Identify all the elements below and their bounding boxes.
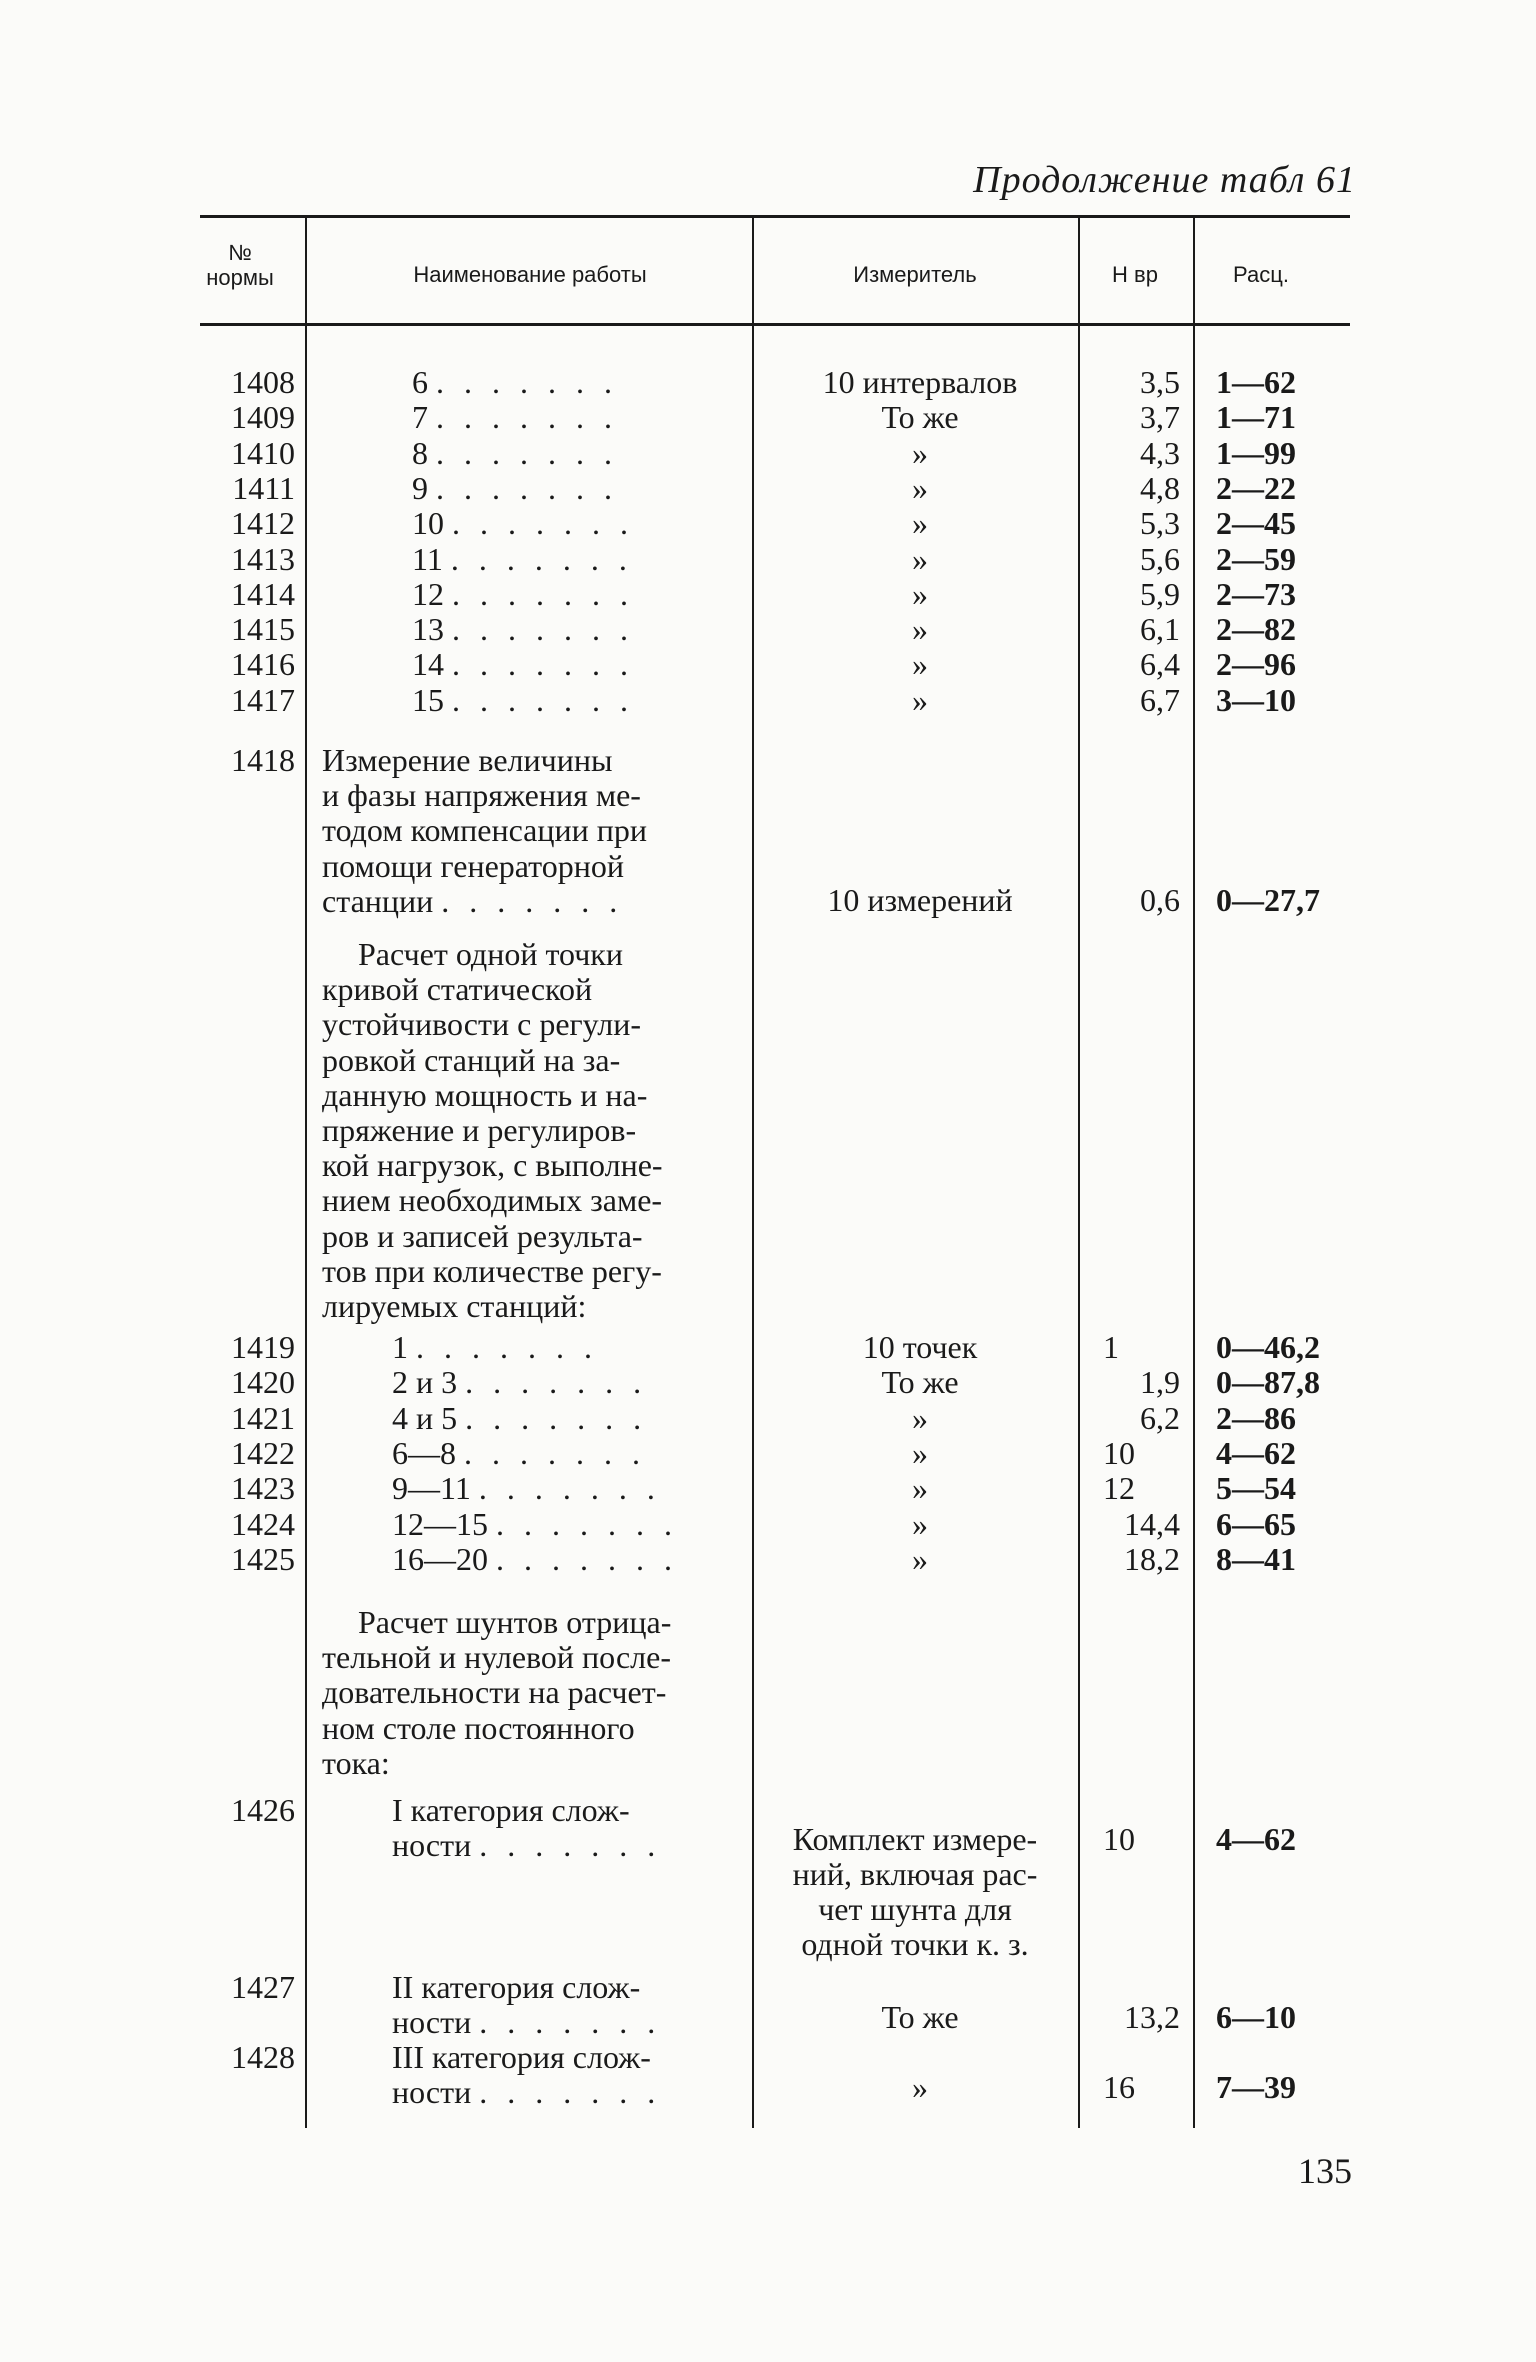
work-description [322,743,742,919]
rate-value: 6—10 [1216,1999,1296,2035]
rate-value: 2—73 [1216,575,1296,612]
heading-line: довательности на расчет- [322,1674,667,1711]
work-name [412,612,634,647]
shunt-calc-heading [322,1605,742,1781]
table-caption: Продолжение табл 61 [973,159,1356,201]
description-line: ности . . . . . . . [392,2074,662,2111]
time-norm: 1 [1103,1329,1119,1365]
time-norm: 14,4 [1124,1505,1180,1542]
work-name [392,1507,678,1542]
norm-number: 1414 [231,575,295,612]
norm-number: 1418 [231,742,295,778]
work-name-text: 10 [412,505,444,542]
top-rule [200,215,1350,218]
time-norm: 6,4 [1140,646,1180,683]
time-norm: 5,6 [1140,540,1180,577]
rate-value: 1—71 [1216,399,1296,436]
work-name-text: 6 [412,364,428,400]
leader-dots: . . . . . . . [450,540,633,577]
measure-unit: » [912,469,928,506]
norm-number: 1428 [231,2039,295,2075]
col-divider-2 [752,218,754,2128]
measure-unit: 10 интервалов [822,364,1018,400]
description-line: II категория слож- [392,1969,641,2005]
rate-value: 5—54 [1216,1470,1296,1507]
measure-unit: То же [881,399,959,436]
heading-line: ном столе постоянного [322,1709,635,1746]
heading-line: ровкой станций на за- [322,1041,621,1078]
heading-line: ров и записей результа- [322,1217,643,1254]
work-description [392,2040,742,2110]
work-name-text: 9 [412,469,428,506]
work-name-text: 16—20 [392,1540,488,1577]
heading-line: Расчет одной точки [358,936,623,972]
measure-unit: » [912,1470,928,1507]
leader-dots: . . . . . . . [496,1505,678,1542]
work-name [412,577,634,612]
norm-number: 1415 [231,611,295,648]
time-norm: 1,9 [1140,1364,1180,1401]
work-name [392,1471,661,1506]
leader-dots: . . . . . . . [436,364,618,400]
time-norm: 3,5 [1140,364,1180,400]
time-norm: 0,6 [1140,882,1180,918]
measure-unit: То же [881,1364,959,1401]
time-norm: 13,2 [1124,1999,1180,2035]
work-name-text: 9—11 [392,1470,471,1507]
work-name [412,506,634,541]
work-name [412,542,633,577]
rate-value: 2—86 [1216,1399,1296,1436]
stability-calc-heading [322,937,742,1324]
rate-value: 7—39 [1216,2069,1296,2105]
leader-dots: . . . . . . . [479,1827,662,1864]
norm-number: 1420 [231,1364,295,1401]
description-line: помощи генераторной [322,847,624,884]
work-name [412,400,618,435]
leader-dots: . . . . . . . [436,469,618,506]
measure-unit: » [912,575,928,612]
measure-unit: » [912,646,928,683]
work-name [412,471,618,506]
rate-value: 2—96 [1216,646,1296,683]
norm-number: 1422 [231,1434,295,1471]
work-name [392,1436,646,1471]
work-name [392,1401,647,1436]
rate-value: 6—65 [1216,1505,1296,1542]
time-norm: 6,1 [1140,611,1180,648]
header-measure: Измеритель [853,262,977,287]
leader-dots: . . . . . . . [479,2004,662,2041]
work-description [392,1793,742,1863]
measure-unit: То же [881,1999,959,2035]
norm-number: 1412 [231,505,295,542]
work-name [412,365,618,400]
measure-line: Комплект измере- [792,1821,1038,1857]
measure-unit: » [912,434,928,471]
work-name-text: 7 [412,399,428,436]
work-name-text: 11 [412,540,443,577]
time-norm: 10 [1103,1434,1135,1471]
description-line: I категория слож- [392,1792,630,1828]
measure-unit: » [912,505,928,542]
header-nvr: Н вр [1112,262,1158,287]
description-line: Измерение величины [322,742,613,778]
col-divider-1 [305,218,307,2128]
measure-unit: » [912,1399,928,1436]
measure-unit: » [912,1540,928,1577]
time-norm: 6,2 [1140,1399,1180,1436]
time-norm: 16 [1103,2069,1135,2105]
rate-value: 8—41 [1216,1540,1296,1577]
work-name-text: 6—8 [392,1434,456,1471]
leader-dots: . . . . . . . [496,1540,678,1577]
heading-line: тельной и нулевой после- [322,1639,671,1676]
norm-number: 1427 [231,1969,295,2005]
work-name-text: 8 [412,434,428,471]
work-name [412,647,634,682]
work-name [392,1330,598,1365]
leader-dots: . . . . . . . [452,575,634,612]
norm-number: 1424 [231,1505,295,1542]
leader-dots: . . . . . . . [452,505,634,542]
measure-unit: » [912,2069,928,2105]
rate-value: 4—62 [1216,1434,1296,1471]
header-rate: Расц. [1233,262,1289,287]
rate-value: 0—87,8 [1216,1364,1320,1401]
heading-line: тов при количестве регу- [322,1252,662,1289]
description-line: III категория слож- [392,2039,651,2075]
work-name-text: 12—15 [392,1505,488,1542]
leader-dots: . . . . . . . [436,399,618,436]
heading-line: нием необходимых заме- [322,1182,663,1219]
norm-number: 1417 [231,681,295,718]
work-name-text: 2 и 3 [392,1364,458,1401]
work-name-text: 15 [412,681,444,718]
rate-value: 4—62 [1216,1821,1296,1857]
measure-unit: 10 точек [862,1329,978,1365]
heading-line: устойчивости с регули- [322,1006,641,1043]
rate-value: 1—99 [1216,434,1296,471]
rate-value: 2—82 [1216,611,1296,648]
description-line: ности . . . . . . . [392,2004,662,2041]
norm-number: 1413 [231,540,295,577]
measure-unit: » [912,540,928,577]
norm-number: 1425 [231,1540,295,1577]
heading-line: пряжение и регулиров- [322,1112,637,1149]
leader-dots: . . . . . . . [479,2074,662,2111]
measure-unit: 10 измерений [827,882,1013,918]
measure-line: ний, включая рас- [792,1856,1038,1892]
norm-number: 1408 [231,364,295,400]
leader-dots: . . . . . . . [416,1329,598,1365]
time-norm: 4,8 [1140,469,1180,506]
measure-line: чет шунта для [818,1891,1012,1927]
norm-number: 1409 [231,399,295,436]
heading-line: кривой статической [322,971,593,1008]
time-norm: 4,3 [1140,434,1180,471]
measure-unit: » [912,681,928,718]
page-number: 135 [1298,2151,1352,2191]
work-name [392,1542,678,1577]
work-name [412,436,618,471]
leader-dots: . . . . . . . [436,434,618,471]
measure-unit [755,1822,1075,1962]
leader-dots: . . . . . . . [452,646,634,683]
work-name-text: 1 [392,1329,408,1365]
rate-value: 1—62 [1216,364,1296,400]
norm-number: 1426 [231,1792,295,1828]
header-num: № нормы [206,240,274,291]
heading-line: кой нагрузок, с выполне- [322,1147,663,1184]
measure-line: одной точки к. з. [801,1926,1029,1962]
norm-number: 1416 [231,646,295,683]
work-name-text: 4 и 5 [392,1399,458,1436]
measure-unit: » [912,1505,928,1542]
measure-unit: » [912,611,928,648]
work-name-text: 14 [412,646,444,683]
rate-value: 3—10 [1216,681,1296,718]
description-line: тодом компенсации при [322,812,647,849]
header-name: Наименование работы [413,262,647,287]
description-line: и фазы напряжения ме- [322,777,641,814]
rate-value: 0—46,2 [1216,1329,1320,1365]
rate-value: 0—27,7 [1216,882,1320,918]
header-rule [200,323,1350,326]
leader-dots: . . . . . . . [465,1399,648,1436]
time-norm: 10 [1103,1821,1135,1857]
time-norm: 5,9 [1140,575,1180,612]
leader-dots: . . . . . . . [465,1364,648,1401]
norm-number: 1423 [231,1470,295,1507]
rate-value: 2—45 [1216,505,1296,542]
measure-unit: » [912,1434,928,1471]
norm-number: 1410 [231,434,295,471]
description-line: ности . . . . . . . [392,1827,662,1864]
time-norm: 18,2 [1124,1540,1180,1577]
time-norm: 6,7 [1140,681,1180,718]
leader-dots: . . . . . . . [478,1470,661,1507]
work-name-text: 12 [412,575,444,612]
heading-line: лируемых станций: [322,1288,587,1325]
norm-number: 1419 [231,1329,295,1365]
heading-line: данную мощность и на- [322,1076,648,1113]
norm-number: 1421 [231,1399,295,1436]
rate-value: 2—59 [1216,540,1296,577]
description-line: станции . . . . . . . [322,882,624,919]
time-norm: 3,7 [1140,399,1180,436]
heading-line: тока: [322,1744,390,1781]
leader-dots: . . . . . . . [464,1434,646,1471]
work-name [412,683,634,718]
heading-line: Расчет шунтов отрица- [358,1604,672,1640]
work-name-text: 13 [412,611,444,648]
leader-dots: . . . . . . . [452,611,634,648]
norm-number: 1411 [232,469,295,506]
leader-dots: . . . . . . . [452,681,634,718]
time-norm: 5,3 [1140,505,1180,542]
time-norm: 12 [1103,1470,1135,1507]
leader-dots: . . . . . . . [441,882,624,919]
work-description [392,1970,742,2040]
rate-value: 2—22 [1216,469,1296,506]
work-name [392,1365,647,1400]
